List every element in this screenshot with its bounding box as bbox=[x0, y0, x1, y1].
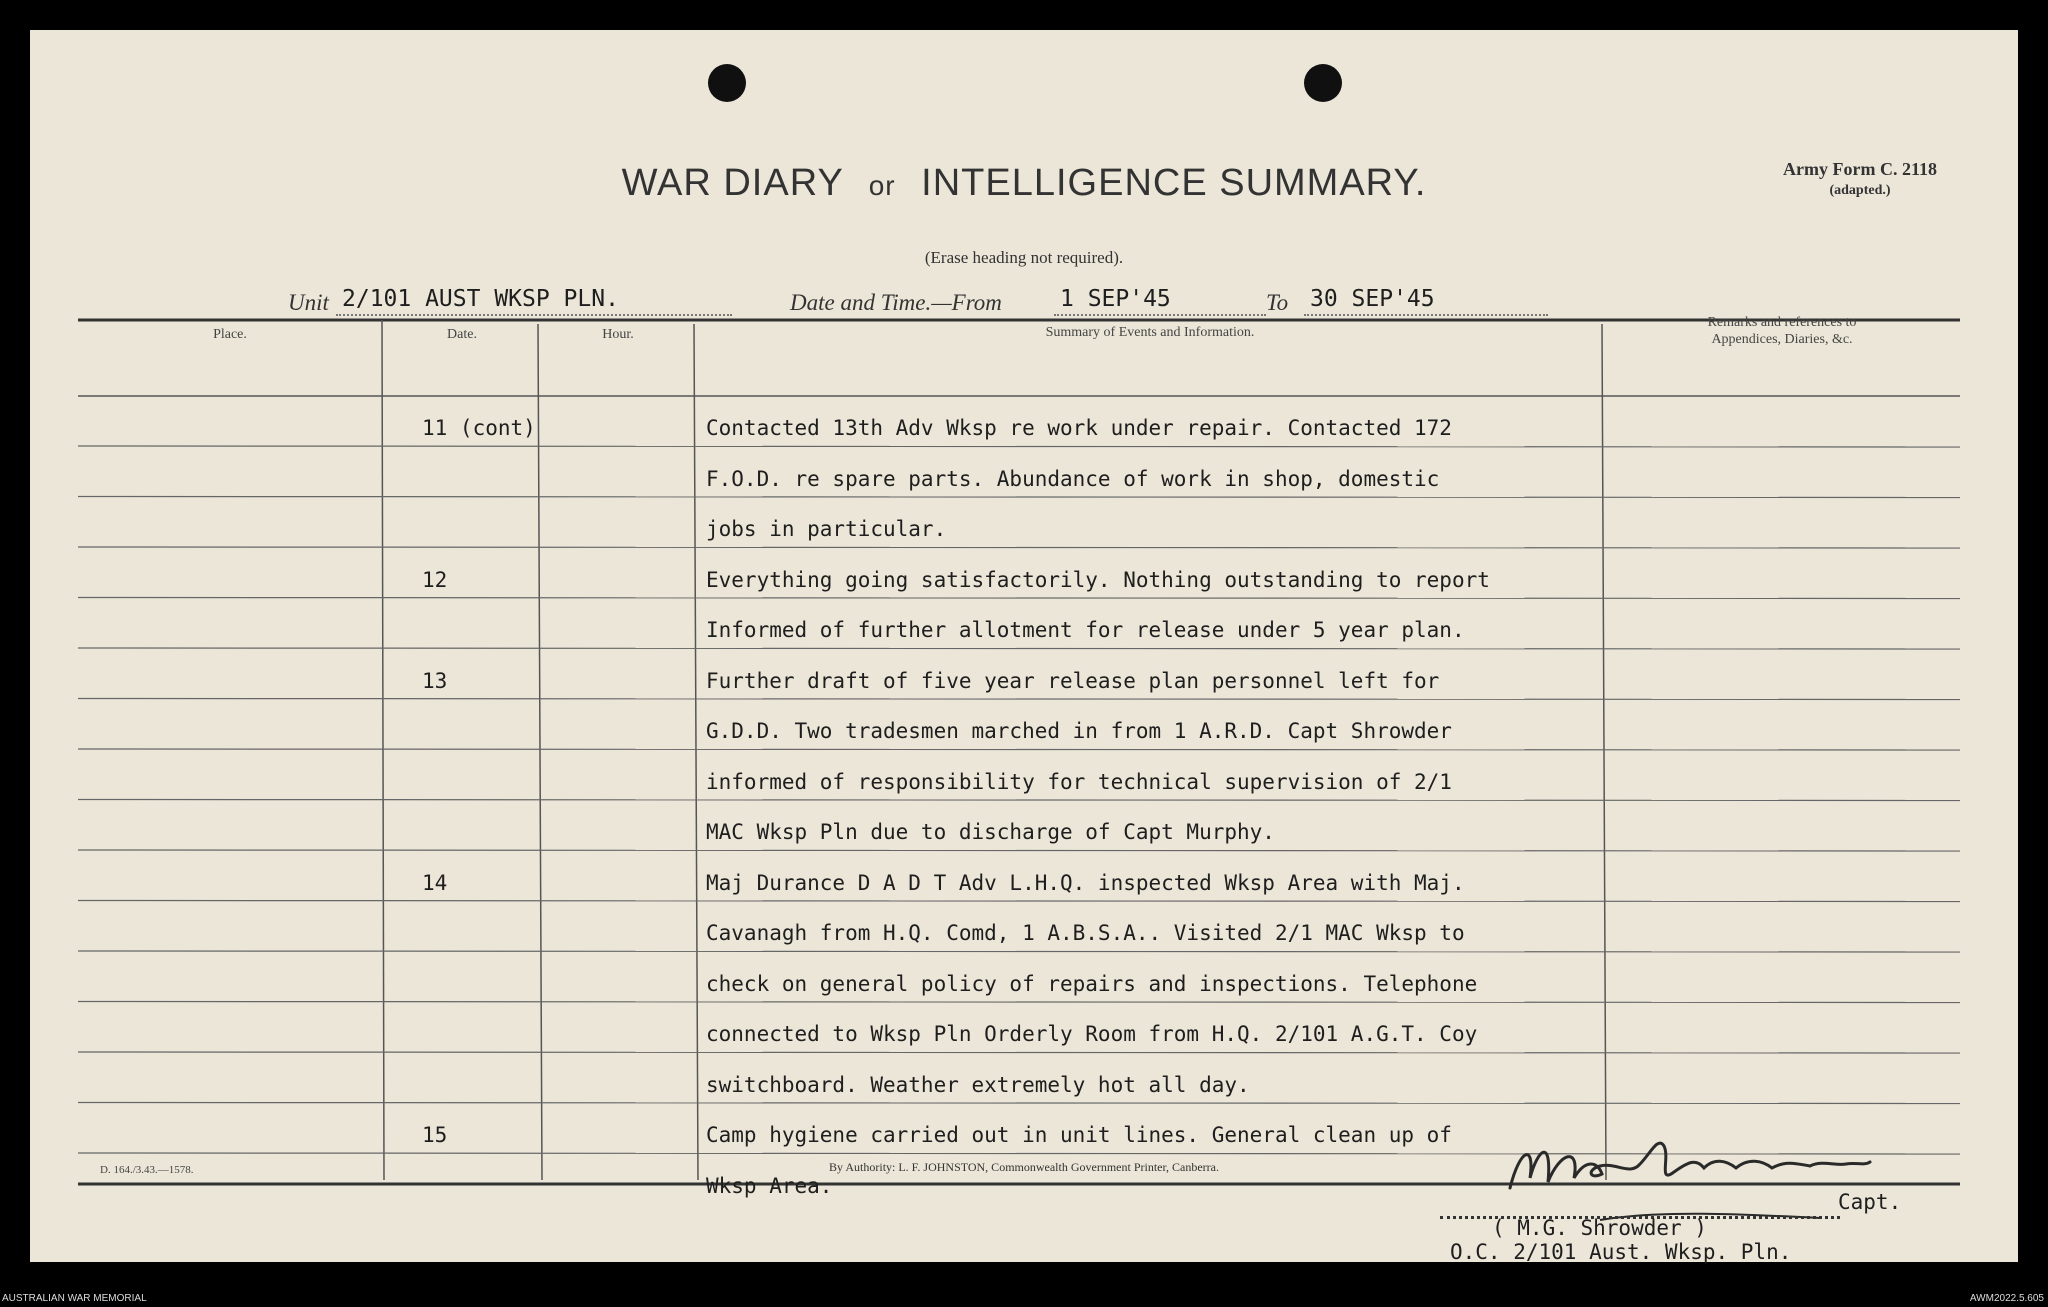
ruled-line bbox=[78, 1103, 1960, 1104]
army-form-number: Army Form C. 2118 bbox=[1783, 159, 1937, 179]
entry-text-line: Everything going satisfactorily. Nothing outstanding to report bbox=[706, 567, 1490, 592]
entry-text-line: switchboard. Weather extremely hot all day. bbox=[706, 1072, 1250, 1097]
unit-value: 2/101 AUST WKSP PLN. bbox=[342, 286, 619, 312]
title-or: or bbox=[868, 170, 896, 201]
page-title bbox=[30, 162, 2018, 205]
entry-text-line: Contacted 13th Adv Wksp re work under repair. Contacted 172 bbox=[706, 416, 1452, 440]
ruled-line bbox=[78, 901, 1960, 902]
ruled-line bbox=[78, 749, 1960, 750]
diary-table bbox=[78, 288, 1962, 1198]
entry-text-line: informed of responsibility for technical supervision of 2/1 bbox=[706, 769, 1452, 794]
archive-reference: AWM2022.5.605 bbox=[1969, 1293, 2044, 1304]
entry-text-line: Camp hygiene carried out in unit lines. General clean up of bbox=[706, 1123, 1452, 1147]
ruled-line bbox=[78, 497, 1960, 498]
entry-date: 15 bbox=[422, 1123, 448, 1147]
column-header-date: Date. bbox=[447, 327, 477, 342]
entry-text-line: G.D.D. Two tradesmen marched in from 1 A.R.D. Capt Shrowder bbox=[706, 719, 1452, 743]
entry-date: 13 bbox=[422, 668, 448, 693]
entry-text-line: Maj Durance D A D T Adv L.H.Q. inspected Wksp Area with Maj. bbox=[706, 870, 1465, 895]
column-header-hour: Hour. bbox=[602, 327, 634, 342]
ruled-line bbox=[78, 699, 1960, 700]
column-header-place: Place. bbox=[213, 327, 247, 342]
column-header-remarks bbox=[1604, 314, 1960, 348]
signature-rank: Capt. bbox=[1838, 1190, 1902, 1214]
entry-date: 11 (cont) bbox=[422, 416, 536, 440]
signature-name: ( M.G. Shrowder ) bbox=[1492, 1216, 1707, 1240]
entry-date: 12 bbox=[422, 567, 448, 592]
subtitle: (Erase heading not required). bbox=[924, 248, 1124, 267]
remarks-header-line1: Remarks and references to bbox=[1707, 315, 1857, 330]
entry-date: 14 bbox=[422, 870, 448, 895]
form-code: D. 164./3.43.—1578. bbox=[100, 1164, 194, 1176]
entry-text-line: Informed of further allotment for release under 5 year plan. bbox=[706, 618, 1465, 642]
entry-text-line: connected to Wksp Pln Orderly Room from H.Q. 2/101 A.G.T. Coy bbox=[706, 1022, 1478, 1046]
entry-text-line: Further draft of five year release plan personnel left for bbox=[706, 668, 1440, 693]
ruled-line bbox=[78, 1052, 1960, 1053]
to-label: To bbox=[1266, 290, 1289, 315]
punch-hole bbox=[1304, 64, 1342, 102]
unit-label: Unit bbox=[288, 290, 329, 315]
entry-text-line: MAC Wksp Pln due to discharge of Capt Murphy. bbox=[706, 820, 1275, 844]
printer-authority: By Authority: L. F. JOHNSTON, Commonwealth Government Printer, Canberra. bbox=[829, 1160, 1219, 1174]
ruled-line bbox=[78, 1002, 1960, 1003]
archive-label: AUSTRALIAN WAR MEMORIAL bbox=[2, 1293, 147, 1304]
army-form-label bbox=[1740, 158, 1980, 202]
ruled-line bbox=[78, 446, 1960, 447]
entry-text-line: F.O.D. re spare parts. Abundance of work in shop, domestic bbox=[706, 466, 1440, 491]
army-form-note: (adapted.) bbox=[1829, 183, 1891, 198]
column-header-summary: Summary of Events and Information. bbox=[1045, 325, 1255, 340]
ruled-line bbox=[78, 951, 1960, 952]
to-value: 30 SEP'45 bbox=[1310, 286, 1435, 312]
entry-text-line: Cavanagh from H.Q. Comd, 1 A.B.S.A.. Visited 2/1 MAC Wksp to bbox=[706, 921, 1465, 945]
entry-text-line: Wksp Area. bbox=[706, 1173, 833, 1198]
ruled-line bbox=[78, 850, 1960, 851]
archive-bar bbox=[0, 1292, 2048, 1307]
title-war-diary: WAR DIARY bbox=[621, 162, 844, 204]
ruled-line bbox=[78, 598, 1960, 599]
date-from-label: Date and Time.—From bbox=[790, 290, 1002, 315]
signature-unit: O.C. 2/101 Aust. Wksp. Pln. bbox=[1450, 1240, 1792, 1264]
ruled-line bbox=[78, 648, 1960, 649]
punch-hole bbox=[708, 64, 746, 102]
remarks-header-line2: Appendices, Diaries, &c. bbox=[1711, 332, 1853, 347]
entry-text-line: jobs in particular. bbox=[706, 517, 947, 541]
ruled-line bbox=[78, 547, 1960, 548]
entry-text-line: check on general policy of repairs and inspections. Telephone bbox=[706, 971, 1478, 996]
diary-sheet bbox=[30, 30, 2018, 1262]
title-intelligence-summary: INTELLIGENCE SUMMARY. bbox=[921, 162, 1427, 204]
ruled-line bbox=[78, 800, 1960, 801]
from-value: 1 SEP'45 bbox=[1060, 286, 1171, 312]
